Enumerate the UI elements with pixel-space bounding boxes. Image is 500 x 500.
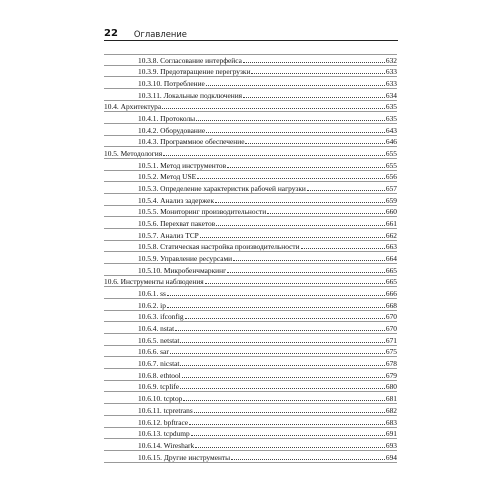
toc-entry-page: 680 <box>385 382 397 392</box>
toc-entry-title: 10.3.9. Предотвращение перегрузки <box>138 67 251 77</box>
toc-subsection-entry <box>104 311 397 323</box>
toc-subsection-entry <box>104 451 397 463</box>
toc-entry-page: 683 <box>385 417 397 427</box>
toc-subsection-entry <box>104 264 397 276</box>
toc-entry-title: 10.5.9. Управление ресурсами <box>138 254 233 264</box>
toc-entry-page: 634 <box>385 90 397 100</box>
dot-leader <box>182 376 385 378</box>
toc-entry-page: 643 <box>385 125 397 135</box>
toc-entry-page: 655 <box>385 160 397 170</box>
toc-entry-title: 10.6.2. ip <box>138 300 166 310</box>
table-of-contents <box>104 54 397 463</box>
toc-subsection-entry <box>104 194 397 206</box>
dot-leader <box>267 212 385 214</box>
toc-entry-page: 661 <box>385 219 397 229</box>
toc-entry-title: 10.3.10. Потребление <box>138 79 205 89</box>
dot-leader <box>180 364 384 366</box>
toc-section-entry <box>104 276 397 288</box>
toc-entry-title: 10.4.1. Протоколы <box>138 114 196 124</box>
toc-entry-title: 10.5.10. Микробенчмаркинг <box>138 265 227 275</box>
toc-entry-page: 655 <box>385 149 397 159</box>
dot-leader <box>301 247 385 249</box>
toc-subsection-entry <box>104 182 397 194</box>
toc-entry-page: 675 <box>385 347 397 357</box>
dot-leader <box>231 458 385 460</box>
dot-leader <box>206 84 385 86</box>
dot-leader <box>205 282 385 284</box>
dot-leader <box>196 119 385 121</box>
toc-entry-page: 633 <box>385 79 397 89</box>
toc-subsection-entry <box>104 89 397 101</box>
dot-leader <box>307 189 385 191</box>
toc-subsection-entry <box>104 346 397 358</box>
toc-entry-title: 10.6.13. tcpdump <box>138 429 190 439</box>
dot-leader <box>216 224 385 226</box>
toc-subsection-entry <box>104 241 397 253</box>
toc-subsection-entry <box>104 439 397 451</box>
dot-leader <box>243 61 385 63</box>
toc-entry-page: 663 <box>385 242 397 252</box>
toc-section-entry <box>104 147 397 159</box>
toc-entry-title: 10.6.8. ethtool <box>138 370 181 380</box>
toc-entry-page: 671 <box>385 335 397 345</box>
toc-entry-title: 10.6.6. sar <box>138 347 169 357</box>
toc-subsection-entry <box>104 334 397 346</box>
toc-entry-page: 678 <box>385 359 397 369</box>
toc-entry-title: 10.5.4. Анализ задержек <box>138 195 215 205</box>
toc-entry-title: 10.5.6. Перехват пакетов <box>138 219 216 229</box>
toc-entry-page: 670 <box>385 324 397 334</box>
toc-subsection-entry <box>104 428 397 440</box>
toc-subsection-entry <box>104 171 397 183</box>
toc-subsection-entry <box>104 357 397 369</box>
toc-entry-page: 666 <box>385 289 397 299</box>
dot-leader <box>170 352 385 354</box>
dot-leader <box>197 177 385 179</box>
toc-subsection-entry <box>104 416 397 428</box>
toc-entry-title: 10.6.15. Другие инструменты <box>138 452 231 462</box>
dot-leader <box>167 294 385 296</box>
toc-subsection-entry <box>104 124 397 136</box>
dot-leader <box>180 341 384 343</box>
toc-entry-page: 659 <box>385 195 397 205</box>
toc-entry-title: 10.6.1. ss <box>138 289 166 299</box>
toc-entry-title: 10.6.7. nicstat <box>138 359 180 369</box>
toc-subsection-entry <box>104 369 397 381</box>
dot-leader <box>227 271 385 273</box>
dot-leader <box>167 306 385 308</box>
dot-leader <box>183 399 385 401</box>
toc-entry-title: 10.6.14. Wireshark <box>138 440 195 450</box>
toc-entry-title: 10.3.11. Локальные подключения <box>138 90 243 100</box>
toc-entry-page: 693 <box>385 440 397 450</box>
toc-entry-title: 10.3.8. Согласование интерфейса <box>138 55 242 65</box>
page-number: 22 <box>104 28 118 39</box>
toc-entry-page: 635 <box>385 114 397 124</box>
toc-entry-page: 635 <box>385 102 397 112</box>
toc-entry-page: 664 <box>385 254 397 264</box>
toc-subsection-entry <box>104 54 397 66</box>
toc-entry-title: 10.5.7. Анализ TCP <box>138 230 199 240</box>
toc-entry-page: 679 <box>385 370 397 380</box>
toc-entry-title: 10.6.3. ifconfig <box>138 312 184 322</box>
toc-entry-page: 632 <box>385 55 397 65</box>
dot-leader <box>180 387 385 389</box>
toc-entry-page: 660 <box>385 207 397 217</box>
dot-leader <box>163 154 385 156</box>
toc-entry-title: 10.5. Методология <box>104 149 163 159</box>
toc-entry-page: 670 <box>385 312 397 322</box>
toc-subsection-entry <box>104 77 397 89</box>
dot-leader <box>185 317 385 319</box>
header-rule <box>104 40 398 41</box>
toc-entry-title: 10.6. Инструменты наблюдения <box>104 277 204 287</box>
toc-entry-page: 657 <box>385 184 397 194</box>
toc-entry-title: 10.4. Архитектура <box>104 102 162 112</box>
toc-entry-title: 10.6.5. netstat <box>138 335 180 345</box>
dot-leader <box>251 72 384 74</box>
toc-subsection-entry <box>104 392 397 404</box>
toc-entry-page: 665 <box>385 277 397 287</box>
dot-leader <box>162 107 385 109</box>
toc-entry-page: 633 <box>385 67 397 77</box>
page-header <box>104 23 398 39</box>
toc-entry-title: 10.6.9. tcplife <box>138 382 180 392</box>
toc-entry-page: 691 <box>385 429 397 439</box>
toc-entry-page: 646 <box>385 137 397 147</box>
toc-entry-title: 10.5.1. Метод инструментов <box>138 160 227 170</box>
toc-subsection-entry <box>104 404 397 416</box>
toc-subsection-entry <box>104 66 397 78</box>
toc-subsection-entry <box>104 229 397 241</box>
toc-entry-title: 10.6.12. bpftrace <box>138 417 189 427</box>
toc-subsection-entry <box>104 206 397 218</box>
toc-subsection-entry <box>104 159 397 171</box>
toc-subsection-entry <box>104 252 397 264</box>
toc-entry-title: 10.4.3. Программное обеспечение <box>138 137 245 147</box>
toc-section-entry <box>104 101 397 113</box>
dot-leader <box>195 446 385 448</box>
toc-subsection-entry <box>104 299 397 311</box>
dot-leader <box>206 131 385 133</box>
toc-entry-title: 10.5.3. Определение характеристик рабочей нагрузки <box>138 184 306 194</box>
toc-entry-page: 662 <box>385 230 397 240</box>
toc-entry-title: 10.5.8. Статическая настройка производительности <box>138 242 300 252</box>
dot-leader <box>233 259 385 261</box>
toc-subsection-entry <box>104 322 397 334</box>
toc-entry-title: 10.6.11. tcpretrans <box>138 405 193 415</box>
toc-entry-title: 10.5.5. Мониторинг производительности <box>138 207 267 217</box>
toc-subsection-entry <box>104 217 397 229</box>
toc-subsection-entry <box>104 381 397 393</box>
toc-entry-title: 10.6.10. tcptop <box>138 394 183 404</box>
toc-entry-title: 10.4.2. Оборудование <box>138 125 206 135</box>
dot-leader <box>200 236 385 238</box>
dot-leader <box>245 142 384 144</box>
toc-subsection-entry <box>104 112 397 124</box>
dot-leader <box>215 201 385 203</box>
dot-leader <box>194 411 385 413</box>
toc-entry-title: 10.5.2. Метод USE <box>138 172 197 182</box>
dot-leader <box>189 423 385 425</box>
dot-leader <box>243 96 385 98</box>
toc-entry-page: 668 <box>385 300 397 310</box>
toc-entry-title: 10.6.4. nstat <box>138 324 175 334</box>
toc-entry-page: 665 <box>385 265 397 275</box>
dot-leader <box>191 434 385 436</box>
dot-leader <box>175 329 385 331</box>
toc-subsection-entry <box>104 136 397 148</box>
running-title: Оглавление <box>133 29 187 39</box>
toc-subsection-entry <box>104 287 397 299</box>
toc-entry-page: 656 <box>385 172 397 182</box>
toc-entry-page: 694 <box>385 452 397 462</box>
dot-leader <box>227 166 385 168</box>
toc-entry-page: 681 <box>385 394 397 404</box>
toc-entry-page: 682 <box>385 405 397 415</box>
